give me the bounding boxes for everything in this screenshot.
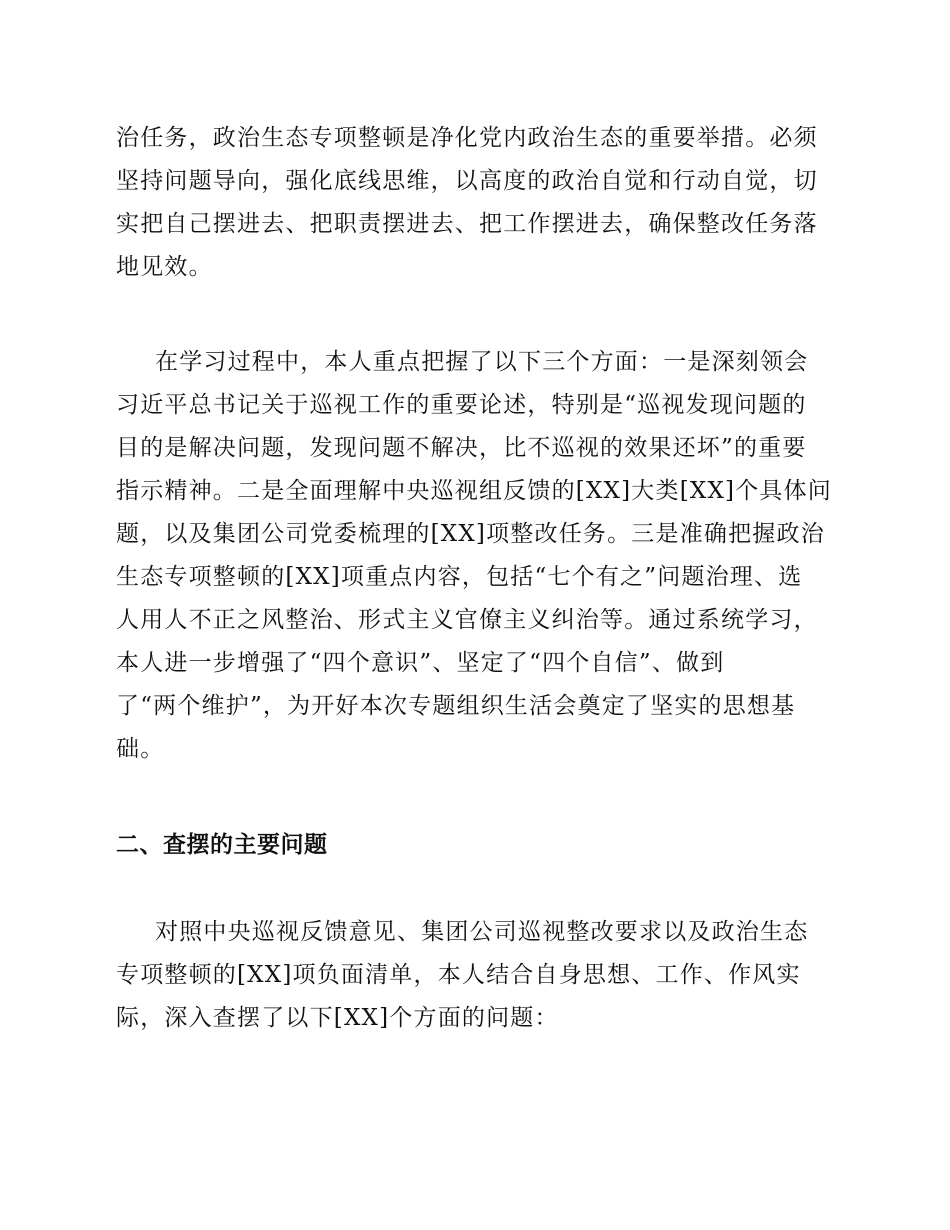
paragraph-3-line-2: 专项整顿的[XX]项负面清单，本人结合自身思想、工作、作风实 bbox=[116, 962, 801, 988]
paragraph-2-line-4: 指示精神。二是全面理解中央巡视组反馈的[XX]大类[XX]个具体问 bbox=[116, 478, 832, 504]
paragraph-3-line-1: 对照中央巡视反馈意见、集团公司巡视整改要求以及政治生态 bbox=[155, 919, 809, 945]
paragraph-1-line-2: 坚持问题导向，强化底线思维，以高度的政治自觉和行动自觉，切 bbox=[116, 168, 818, 194]
paragraph-2-line-6: 生态专项整顿的[XX]项重点内容，包括“七个有之”问题治理、选 bbox=[116, 564, 803, 590]
paragraph-1-line-1: 治任务，政治生态专项整顿是净化党内政治生态的重要举措。必须 bbox=[116, 125, 818, 151]
paragraph-2-line-3: 目的是解决问题，发现问题不解决，比不巡视的效果还坏”的重要 bbox=[116, 435, 807, 461]
paragraph-2-line-5: 题，以及集团公司党委梳理的[XX]项整改任务。三是准确把握政治 bbox=[116, 521, 825, 547]
section-heading: 二、查摆的主要问题 bbox=[116, 832, 328, 858]
paragraph-2-line-1: 在学习过程中，本人重点把握了以下三个方面：一是深刻领会 bbox=[155, 349, 809, 375]
paragraph-1-line-3: 实把自己摆进去、把职责摆进去、把工作摆进去，确保整改任务落 bbox=[116, 211, 818, 237]
paragraph-2-line-8: 本人进一步增强了“四个意识”、坚定了“四个自信”、做到 bbox=[116, 650, 725, 676]
paragraph-1-line-4: 地见效。 bbox=[116, 254, 213, 280]
paragraph-2-line-7: 人用人不正之风整治、形式主义官僚主义纠治等。通过系统学习， bbox=[116, 607, 818, 633]
paragraph-2-line-10: 础。 bbox=[116, 736, 165, 762]
paragraph-2-line-2: 习近平总书记关于巡视工作的重要论述，特别是“巡视发现问题的 bbox=[116, 392, 807, 418]
paragraph-3-line-3: 际，深入查摆了以下[XX]个方面的问题： bbox=[116, 1005, 559, 1031]
paragraph-2-line-9: 了“两个维护”，为开好本次专题组织生活会奠定了坚实的思想基 bbox=[116, 693, 796, 719]
